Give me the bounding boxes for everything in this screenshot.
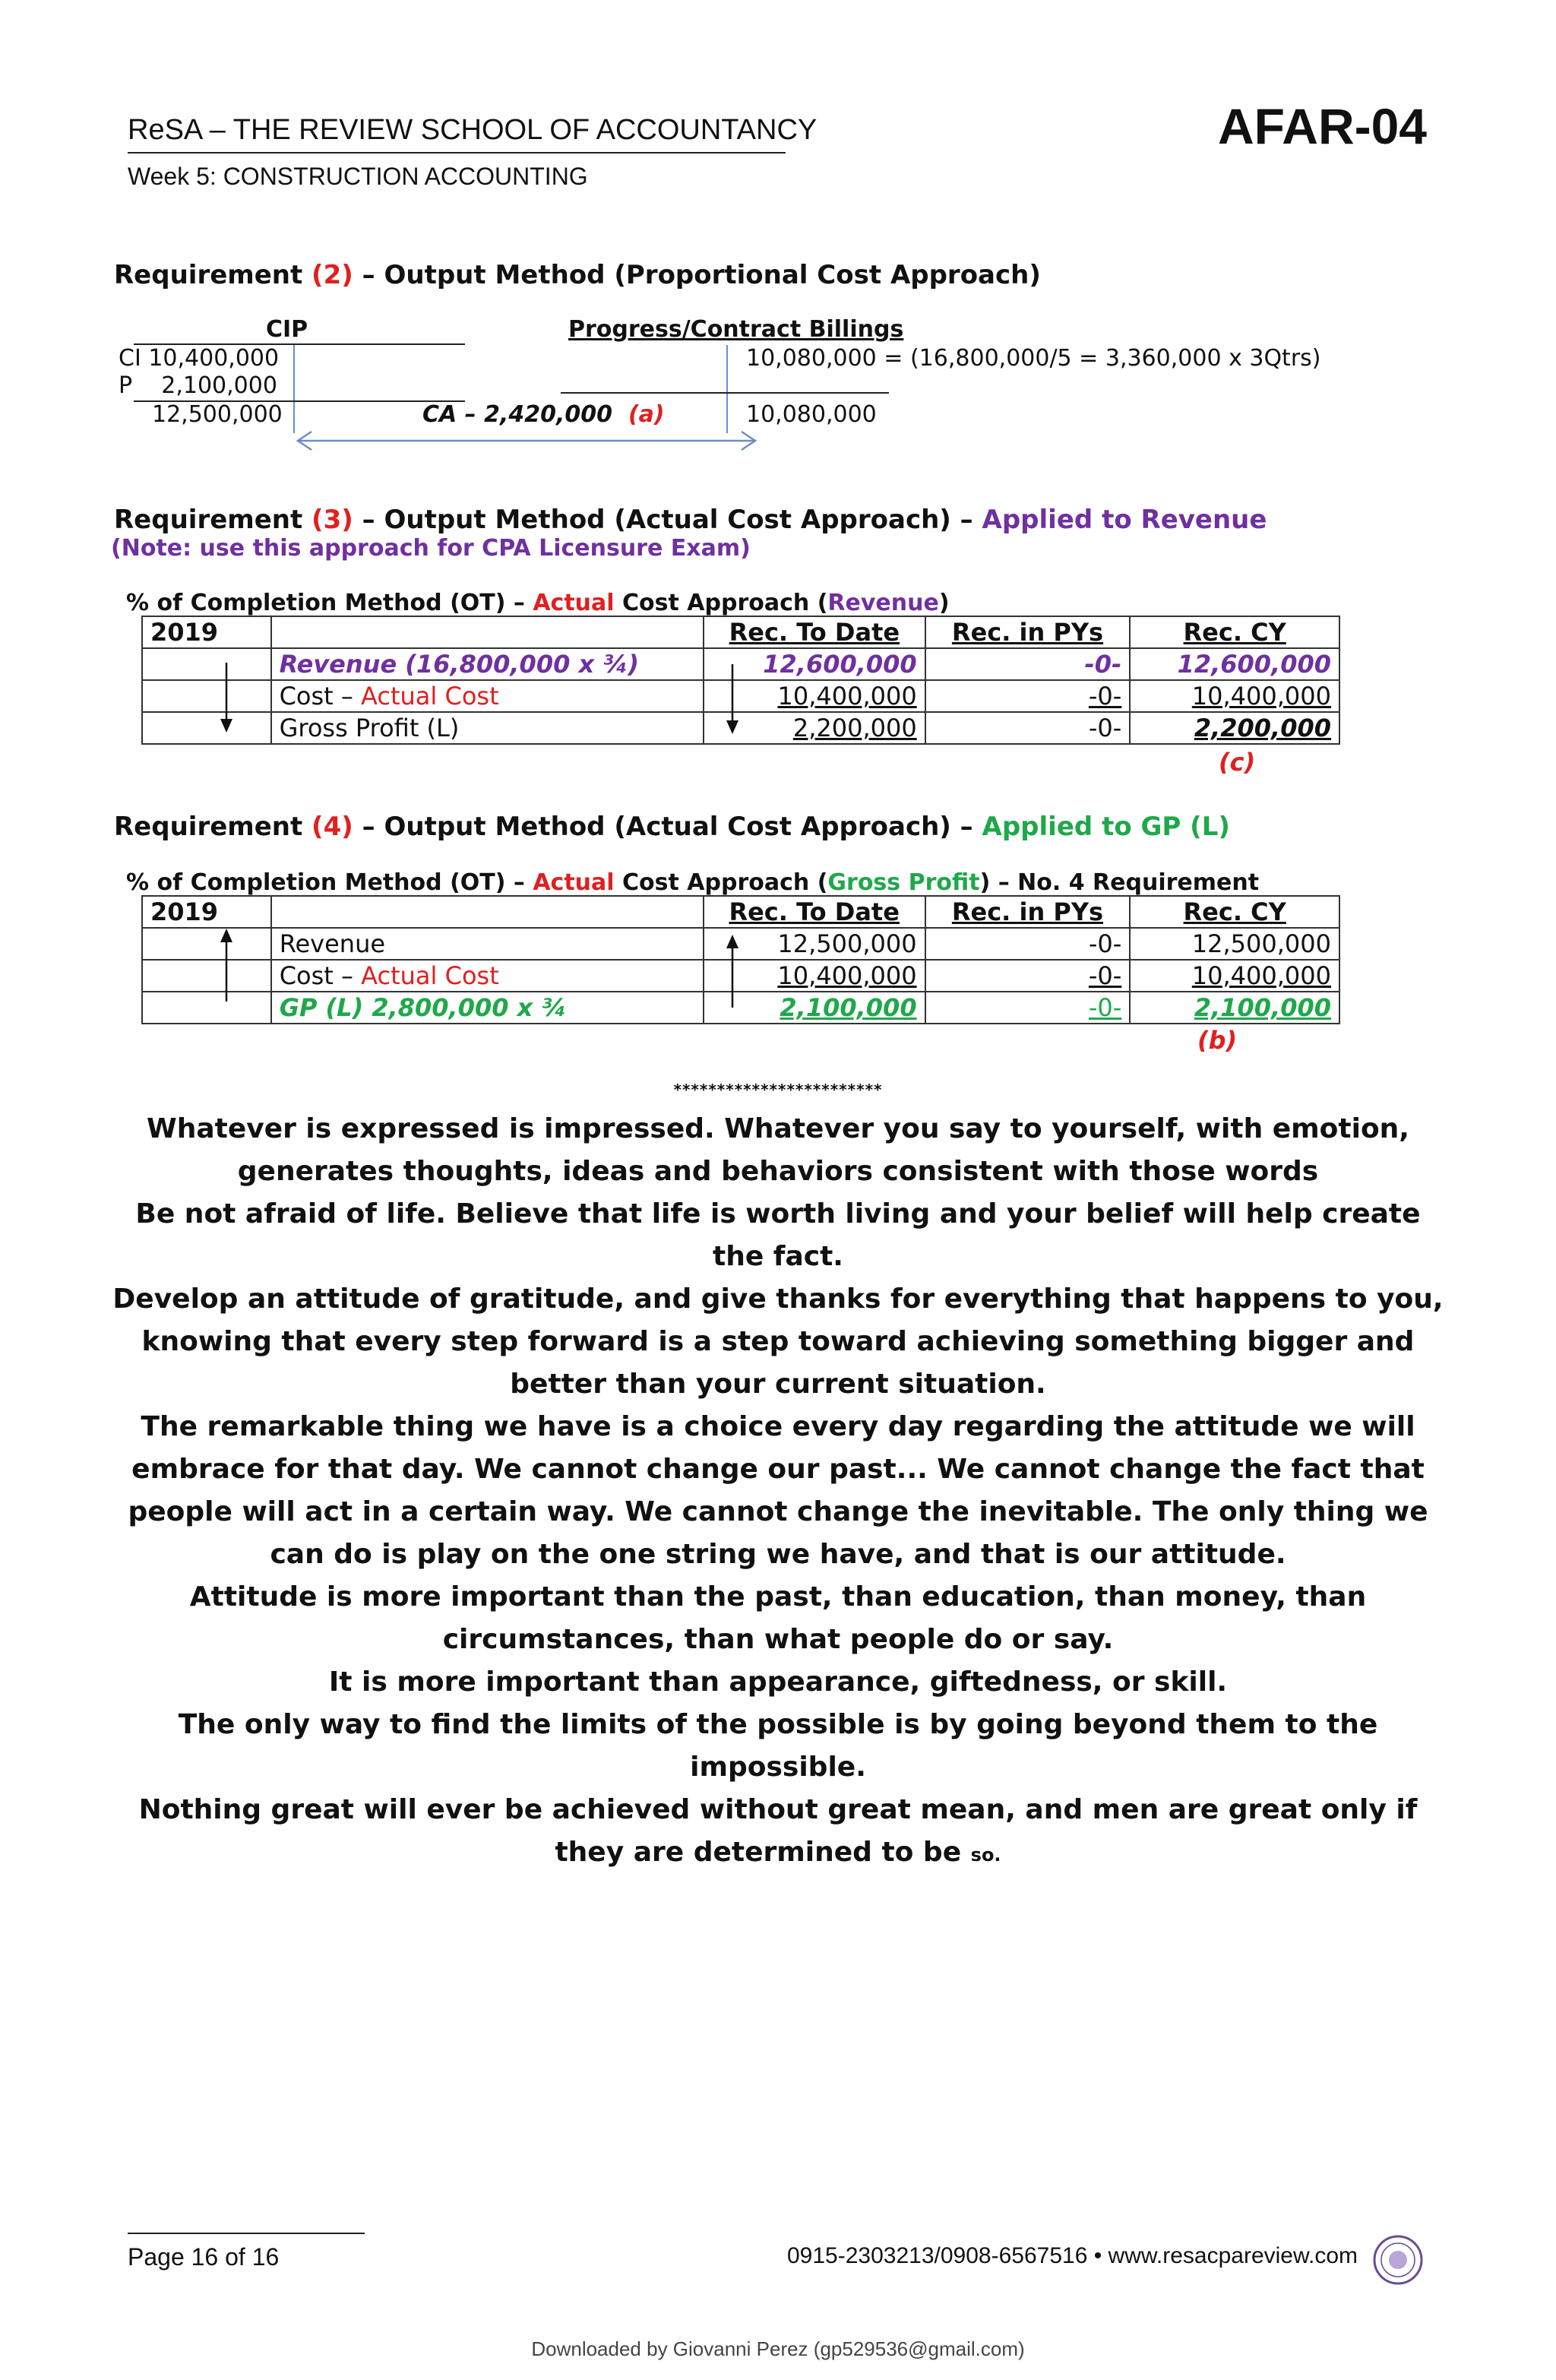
req3-tag: (c)	[1219, 748, 1256, 777]
cip-total: 12,500,000	[152, 401, 283, 428]
req3-table-title: % of Completion Method (OT) – Actual Cost Approach (Revenue)	[126, 590, 950, 616]
header-rule	[128, 152, 786, 153]
year-cell: 2019	[142, 896, 271, 928]
cip-row: P 2,100,000	[119, 372, 277, 399]
col-header: Rec. CY	[1130, 616, 1339, 648]
cip-row: CI 10,400,000	[119, 345, 280, 372]
quote-line: Whatever is expressed is impressed. Whatever you say to yourself, with emotion,	[147, 1113, 1409, 1144]
download-notice: Downloaded by Giovanni Perez (gp529536@gmail.com)	[531, 2337, 1025, 2360]
cell-cy: 12,500,000	[1130, 928, 1339, 960]
cell-cy: 10,400,000	[1130, 960, 1339, 992]
quote-line: they are determined to be so.	[555, 1837, 1001, 1868]
cell-to-date: 10,400,000	[704, 960, 925, 992]
school-name: ReSA – THE REVIEW SCHOOL OF ACCOUNTANCY	[128, 114, 818, 146]
cell-to-date: 12,500,000	[704, 928, 925, 960]
req3-heading: Requirement (3) – Output Method (Actual Cost Approach) – Applied to Revenue	[114, 505, 1267, 535]
down-arrow-icon	[723, 661, 742, 737]
cell-pys: -0-	[925, 648, 1131, 680]
row-label: Cost – Actual Cost	[271, 960, 704, 992]
down-arrow-icon	[217, 660, 236, 736]
resa-seal-icon	[1372, 2234, 1424, 2286]
row-label: Revenue	[271, 928, 704, 960]
row-label: Revenue (16,800,000 x ¾)	[271, 648, 704, 680]
req4-tag: (b)	[1197, 1026, 1238, 1055]
req2-heading: Requirement (2) – Output Method (Proportional Cost Approach)	[114, 260, 1041, 290]
ca-label: CA – 2,420,000 (a)	[422, 401, 665, 428]
col-header: Rec. To Date	[704, 616, 925, 648]
course-code: AFAR-04	[1217, 98, 1427, 154]
quote-line: Nothing great will ever be achieved without great mean, and men are great only if	[138, 1794, 1418, 1825]
footer-rule	[128, 2233, 365, 2234]
motivational-quotes	[106, 1108, 1450, 1876]
quote-line: impossible.	[690, 1752, 866, 1783]
cell-cy: 12,600,000	[1130, 648, 1339, 680]
quote-line: Attitude is more important than the past, than education, than money, than	[189, 1581, 1367, 1613]
footer-contact: 0915-2303213/0908-6567516 • www.resacpareview.com	[787, 2243, 1358, 2268]
cell-to-date: 2,100,000	[704, 992, 925, 1024]
cell-to-date: 12,600,000	[704, 648, 925, 680]
ca-double-arrow	[289, 426, 775, 456]
col-header: Rec. CY	[1130, 896, 1339, 928]
quote-line: circumstances, than what people do or say.	[442, 1624, 1114, 1655]
quote-line: better than your current situation.	[510, 1369, 1046, 1400]
cell-cy: 10,400,000	[1130, 680, 1339, 712]
billings-title: Progress/Contract Billings	[568, 316, 904, 343]
quote-line: the fact.	[713, 1241, 843, 1272]
quote-line: The remarkable thing we have is a choice every day regarding the attitude we will	[141, 1411, 1415, 1442]
cip-title: CIP	[266, 316, 308, 343]
quote-line: generates thoughts, ideas and behaviors consistent with those words	[237, 1156, 1319, 1187]
quote-line: The only way to find the limits of the possible is by going beyond them to the	[178, 1709, 1378, 1740]
quote-line: It is more important than appearance, giftedness, or skill.	[328, 1666, 1228, 1698]
billings-row: 10,080,000 = (16,800,000/5 = 3,360,000 x 3Qtrs)	[746, 345, 1321, 372]
week-title: Week 5: CONSTRUCTION ACCOUNTING	[128, 163, 588, 190]
col-header: Rec. To Date	[704, 896, 925, 928]
quote-line: can do is play on the one string we have, and that is our attitude.	[270, 1539, 1286, 1570]
req4-table-title: % of Completion Method (OT) – Actual Cost Approach (Gross Profit) – No. 4 Requirement	[126, 869, 1260, 896]
billings-total: 10,080,000	[746, 401, 877, 428]
table-row	[142, 896, 1339, 928]
cell-pys: -0-	[925, 960, 1131, 992]
req3-note: (Note: use this approach for CPA Licensure Exam)	[111, 535, 751, 562]
cell-cy: 2,200,000	[1130, 712, 1339, 744]
req4-heading: Requirement (4) – Output Method (Actual Cost Approach) – Applied to GP (L)	[114, 812, 1230, 842]
up-arrow-icon	[217, 926, 236, 1005]
year-cell: 2019	[142, 616, 271, 648]
up-arrow-icon	[723, 932, 742, 1011]
cell-to-date: 10,400,000	[704, 680, 925, 712]
cell-pys: -0-	[925, 928, 1131, 960]
star-divider: ************************	[673, 1081, 883, 1099]
cell-cy: 2,100,000	[1130, 992, 1339, 1024]
cell-pys: -0-	[925, 712, 1131, 744]
quote-line: embrace for that day. We cannot change our past... We cannot change the fact that	[131, 1454, 1425, 1485]
page-number: Page 16 of 16	[128, 2243, 280, 2271]
col-header: Rec. in PYs	[925, 616, 1131, 648]
table-row	[142, 616, 1339, 648]
cell-to-date: 2,200,000	[704, 712, 925, 744]
row-label: Gross Profit (L)	[271, 712, 704, 744]
cell-pys: -0-	[925, 992, 1131, 1024]
row-label: GP (L) 2,800,000 x ¾	[271, 992, 704, 1024]
cell-pys: -0-	[925, 680, 1131, 712]
row-label: Cost – Actual Cost	[271, 680, 704, 712]
quote-line: Be not afraid of life. Believe that life is worth living and your belief will help create	[135, 1198, 1421, 1230]
quote-line: knowing that every step forward is a step toward achieving something bigger and	[141, 1326, 1415, 1357]
col-header: Rec. in PYs	[925, 896, 1131, 928]
quote-line: Develop an attitude of gratitude, and give thanks for everything that happens to you,	[112, 1283, 1444, 1315]
quote-line: people will act in a certain way. We cannot change the inevitable. The only thing we	[128, 1496, 1428, 1527]
